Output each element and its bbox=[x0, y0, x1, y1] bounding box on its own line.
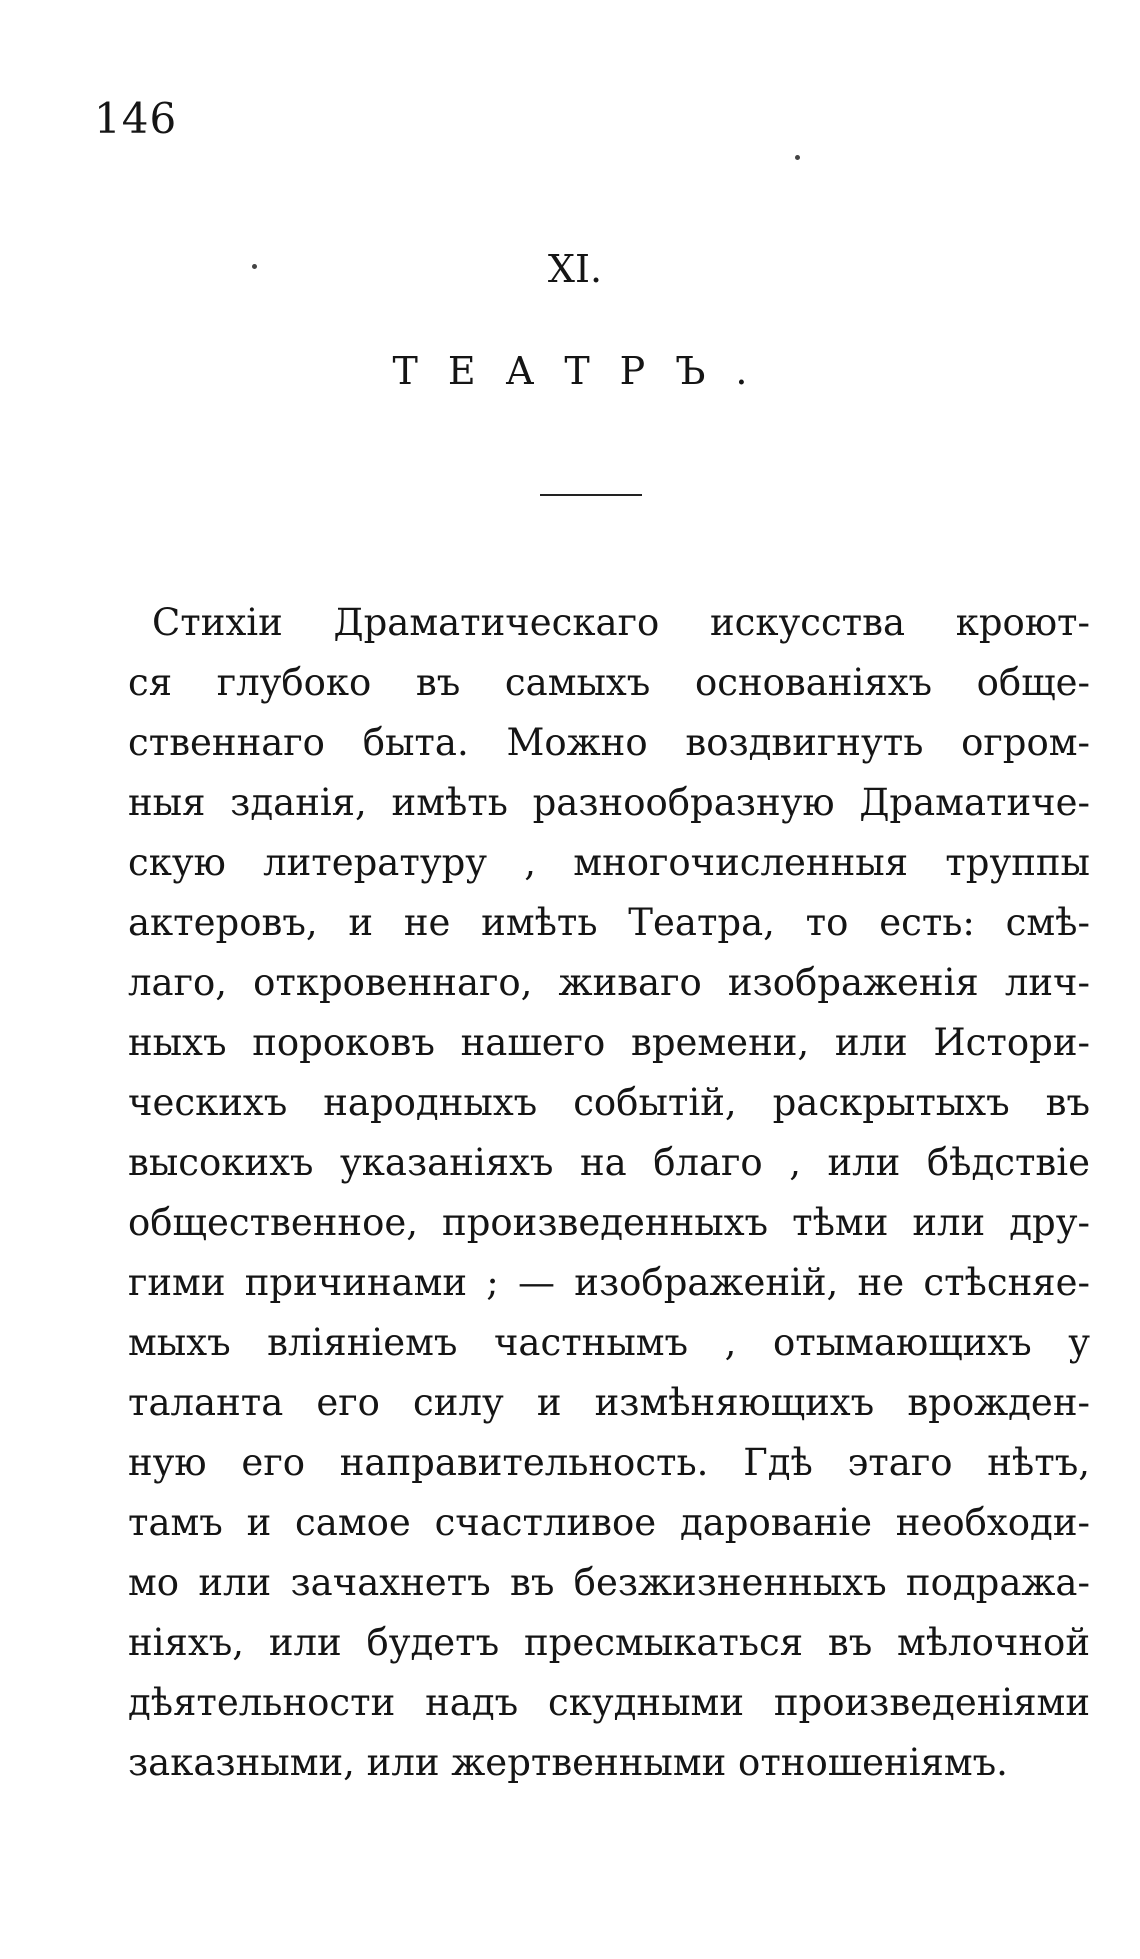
title-rule bbox=[540, 494, 642, 496]
text-line: ніяхъ, или будетъ пресмыкаться въ мѣлочной bbox=[128, 1621, 1090, 1664]
text-line: общественное, произведенныхъ тѣми или дру- bbox=[128, 1201, 1090, 1244]
text-line: ся глубоко въ самыхъ основаніяхъ обще- bbox=[128, 661, 1090, 704]
chapter-title: ТЕАТРЪ. bbox=[392, 349, 778, 393]
text-line: скую литературу , многочисленныя труппы bbox=[128, 841, 1090, 884]
text-line: актеровъ, и не имѣть Театра, то есть: смѣ- bbox=[128, 901, 1090, 944]
text-line: дѣятельности надъ скудными произведеніями bbox=[128, 1681, 1090, 1724]
text-line: мо или зачахнетъ въ безжизненныхъ подража- bbox=[128, 1561, 1090, 1604]
body-text bbox=[128, 593, 1090, 1793]
text-line: ческихъ народныхъ событій, раскрытыхъ въ bbox=[128, 1081, 1090, 1124]
text-line: гими причинами ; — изображеній, не стѣсняе- bbox=[128, 1261, 1090, 1304]
text-line: лаго, откровеннаго, живаго изображенія лич- bbox=[128, 961, 1090, 1004]
text-line: мыхъ вліяніемъ частнымъ , отымающихъ у bbox=[128, 1321, 1090, 1364]
chapter-number: XI. bbox=[547, 247, 603, 291]
text-line: таланта его силу и измѣняющихъ врожден- bbox=[128, 1381, 1090, 1424]
text-line: высокихъ указаніяхъ на благо , или бѣдствіе bbox=[128, 1141, 1090, 1184]
speck-mark bbox=[795, 155, 800, 160]
text-line: ную его направительность. Гдѣ этаго нѣтъ, bbox=[128, 1441, 1090, 1484]
text-line: ственнаго быта. Можно воздвигнуть огром- bbox=[128, 721, 1090, 764]
text-line: Стихіи Драматическаго искусства кроют- bbox=[152, 601, 1090, 644]
text-line: заказными, или жертвенными отношеніямъ. bbox=[128, 1741, 1008, 1784]
text-line: ныя зданія, имѣть разнообразную Драматиче- bbox=[128, 781, 1090, 824]
text-line: тамъ и самое счастливое дарованіе необходи- bbox=[128, 1501, 1090, 1544]
text-line: ныхъ пороковъ нашего времени, или Истори- bbox=[128, 1021, 1090, 1064]
page-number: 146 bbox=[94, 94, 178, 143]
